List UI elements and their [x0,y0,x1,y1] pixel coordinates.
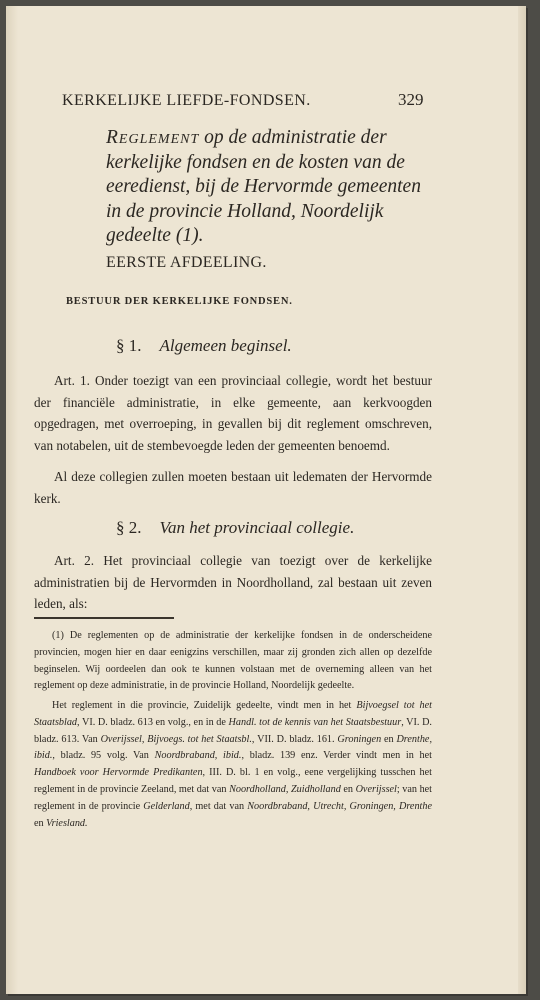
paragraph-title: Algemeen beginsel. [159,336,292,355]
fn-place: Noordbraband, ibid. [154,750,242,762]
section-heading: EERSTE AFDEELING. [106,254,267,271]
footnote-text: (1) De reglementen op de administratie der kerkelijke fondsen in de onderscheidene provincien, mogen hier en daar eenigzins verschillen, maar zij gronden zich allen op dezelfde beginselen. Wij oordeelen dan ook te kunnen volstaan met de overneming alleen van het reglement op deze administratie, in de provincie Holland, Noordelijk gedeelte. [34,630,432,692]
fn-place: Drenthe, ibid. [34,733,432,762]
fn-place: Overijssel [355,783,397,795]
fn-text: en [381,733,397,745]
fn-text: Het reglement in die provincie, Zuidelijk gedeelte, vindt men in het [52,700,357,711]
fn-text: , III. D. bl. 1 en volg., eene vergelijking tusschen het reglement in de provincie Zeeland, met dat van [34,767,432,795]
article-1-text-2: Al deze collegien zullen moeten bestaan uit ledematen der Hervormde kerk. [34,469,432,506]
fn-citation: Bijvoegsel tot het Staatsblad [34,700,432,728]
book-page [6,6,526,994]
fn-place: Noordbraband, Utrecht, Groningen, Drenthe [247,800,432,812]
fn-text: , VI. D. bladz. 613 en volg., en in de [77,716,229,728]
fn-text: , bladz. 95 volg. Van [52,750,155,762]
running-title: KERKELIJKE LIEFDE-FONDSEN. [62,92,311,109]
fn-place: Gelderland [143,800,190,812]
article-1-text: Art. 1. Onder toezigt van een provinciaal collegie, wordt het bestuur der financiële administratie, in elke gemeente, aan kerkvoogden opgedragen, met overroeping, in gevallen bij dit reglement omschreven, van notabelen, uit de stembevoegde leden der gemeenten benoemd. [34,373,432,453]
title-lead: Reglement [106,127,200,148]
fn-text: ; van het reglement in de provincie [34,783,433,812]
fn-text: en [34,817,47,829]
fn-text: , bladz. 139 enz. Verder vindt men in het [241,750,432,762]
fn-citation: Handl. tot de kennis van het Staatsbestuur [228,716,402,728]
article-1 [34,370,432,456]
fn-place: Groningen [337,733,382,745]
article-2-text: Art. 2. Het provinciaal collegie van toezigt over de kerkelijke administratien bij de Hervormden in Noordholland, zal bestaan uit zeven leden, als: [34,553,432,612]
fn-citation: Handboek voor Hervormde Predikanten [34,767,203,779]
fn-citation: Overijssel, Bijvoegs. tot het Staatsbl. [100,733,252,745]
footnote-1 [34,628,432,695]
fn-text: , VI. D. bladz. 613. Van [34,716,432,745]
article-1-continuation [34,466,432,509]
fn-place: Noordholland, Zuidholland [229,783,341,795]
paragraph-heading-2 [116,518,416,538]
page-gutter [6,6,18,994]
fn-text: en [340,783,356,795]
paragraph-symbol: § 1. [116,336,142,355]
fn-text: , VII. D. bladz. 161. [251,733,338,745]
paragraph-symbol: § 2. [116,518,142,537]
fn-text: , met dat van [189,800,248,812]
article-2 [34,550,432,615]
page-edge [518,6,526,994]
footnote-2 [34,698,432,832]
paragraph-heading-1 [116,336,416,356]
title-rest: op de administratie der kerkelijke fondsen en de kosten van de eeredienst, bij de Hervormde gemeenten in de provincie Holland, Noordelijk gedeelte (1). [106,127,421,246]
page-number: 329 [398,90,424,109]
fn-place: Vriesland. [46,817,88,829]
subsection-heading: BESTUUR DER KERKELIJKE FONDSEN. [66,296,293,307]
footnote-rule [34,617,174,619]
regulation-title [106,126,431,249]
paragraph-title: Van het provinciaal collegie. [159,518,355,537]
